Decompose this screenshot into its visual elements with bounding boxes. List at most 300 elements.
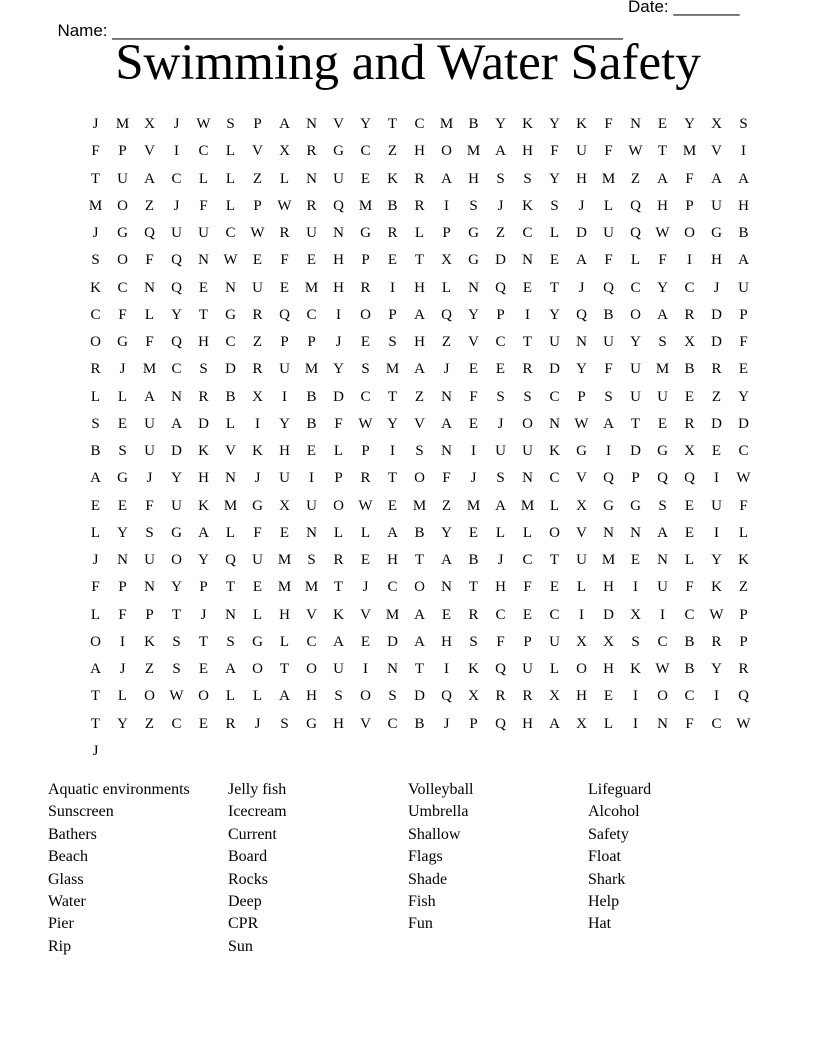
grid-letter[interactable]: J [173,116,180,133]
grid-letter[interactable]: Q [171,279,182,296]
grid-letter[interactable]: F [496,633,505,650]
grid-letter[interactable]: J [254,470,261,487]
grid-letter[interactable]: L [117,388,128,405]
grid-letter[interactable]: L [225,143,236,160]
grid-letter[interactable]: E [117,497,128,514]
grid-letter[interactable]: O [252,661,263,678]
grid-letter[interactable]: F [604,116,613,133]
grid-letter[interactable]: A [495,143,506,160]
grid-letter[interactable]: O [414,470,425,487]
grid-letter[interactable]: R [360,470,371,487]
grid-letter[interactable]: E [522,279,533,296]
grid-letter[interactable]: N [549,415,560,432]
grid-letter[interactable]: J [443,361,450,378]
grid-letter[interactable]: V [360,606,371,623]
grid-letter[interactable]: L [90,606,101,623]
grid-letter[interactable]: C [360,388,371,405]
grid-letter[interactable]: I [660,606,665,623]
grid-letter[interactable]: U [333,170,344,187]
grid-letter[interactable]: S [118,443,127,460]
grid-letter[interactable]: C [360,143,371,160]
grid-letter[interactable]: F [118,306,127,323]
grid-letter[interactable]: W [358,497,373,514]
grid-letter[interactable]: Q [333,197,344,214]
grid-letter[interactable]: J [578,279,585,296]
grid-letter[interactable]: R [522,688,533,705]
grid-letter[interactable]: C [495,606,506,623]
grid-letter[interactable]: A [333,633,344,650]
grid-letter[interactable]: G [225,306,236,323]
grid-letter[interactable]: U [738,279,749,296]
grid-letter[interactable]: C [711,715,722,732]
grid-letter[interactable]: E [495,361,506,378]
grid-letter[interactable]: H [576,688,587,705]
grid-letter[interactable]: G [657,443,668,460]
grid-letter[interactable]: J [497,552,504,569]
grid-letter[interactable]: K [252,443,263,460]
grid-letter[interactable]: E [252,252,263,269]
grid-letter[interactable]: P [442,225,451,242]
grid-letter[interactable]: V [360,715,371,732]
grid-letter[interactable]: W [358,415,373,432]
grid-letter[interactable]: O [117,252,128,269]
grid-letter[interactable]: X [630,606,641,623]
grid-letter[interactable]: W [736,470,751,487]
grid-letter[interactable]: L [252,688,263,705]
grid-letter[interactable]: A [414,361,425,378]
grid-letter[interactable]: I [282,388,287,405]
grid-letter[interactable]: G [360,225,371,242]
grid-letter[interactable]: C [738,443,749,460]
grid-letter[interactable]: F [685,579,694,596]
grid-letter[interactable]: Y [171,470,182,487]
grid-letter[interactable]: C [171,715,182,732]
grid-letter[interactable]: N [603,524,614,541]
grid-letter[interactable]: E [279,279,290,296]
grid-letter[interactable]: K [144,633,155,650]
grid-letter[interactable]: L [90,388,101,405]
grid-letter[interactable]: Y [711,661,722,678]
grid-letter[interactable]: T [279,661,290,678]
grid-letter[interactable]: M [385,606,400,623]
grid-letter[interactable]: W [628,143,643,160]
grid-letter[interactable]: S [550,197,559,214]
grid-letter[interactable]: N [144,279,155,296]
grid-letter[interactable]: P [307,334,316,351]
grid-letter[interactable]: R [468,606,479,623]
grid-letter[interactable]: V [333,116,344,133]
grid-letter[interactable]: O [360,688,371,705]
grid-letter[interactable]: C [225,225,236,242]
grid-letter[interactable]: U [171,497,182,514]
grid-letter[interactable]: S [388,688,397,705]
grid-letter[interactable]: X [144,116,155,133]
grid-letter[interactable]: C [522,552,533,569]
grid-letter[interactable]: S [523,170,532,187]
grid-letter[interactable]: X [279,497,290,514]
grid-letter[interactable]: E [630,552,641,569]
grid-letter[interactable]: V [306,606,317,623]
grid-letter[interactable]: U [306,225,317,242]
grid-letter[interactable]: G [252,633,263,650]
grid-letter[interactable]: K [90,279,101,296]
grid-letter[interactable]: S [145,524,154,541]
grid-letter[interactable]: T [171,606,182,623]
grid-letter[interactable]: K [549,443,560,460]
grid-letter[interactable]: P [145,606,154,623]
grid-letter[interactable]: D [711,415,722,432]
grid-letter[interactable]: Z [711,388,722,405]
grid-letter[interactable]: I [363,661,368,678]
grid-letter[interactable]: O [90,334,101,351]
grid-letter[interactable]: Z [252,334,263,351]
grid-letter[interactable]: C [387,579,398,596]
grid-letter[interactable]: B [684,361,695,378]
grid-letter[interactable]: E [468,361,479,378]
grid-letter[interactable]: L [144,306,155,323]
grid-letter[interactable]: J [470,470,477,487]
grid-letter[interactable]: P [253,197,262,214]
grid-letter[interactable]: D [387,633,398,650]
grid-letter[interactable]: H [414,279,425,296]
grid-letter[interactable]: Z [414,388,425,405]
grid-letter[interactable]: U [198,225,209,242]
grid-letter[interactable]: Z [441,334,452,351]
grid-letter[interactable]: T [198,306,209,323]
grid-letter[interactable]: K [198,443,209,460]
grid-letter[interactable]: N [387,661,398,678]
grid-letter[interactable]: N [171,388,182,405]
grid-letter[interactable]: X [279,143,290,160]
grid-letter[interactable]: T [549,552,560,569]
grid-letter[interactable]: H [603,661,614,678]
grid-letter[interactable]: I [444,661,449,678]
grid-letter[interactable]: H [414,334,425,351]
grid-letter[interactable]: R [711,361,722,378]
grid-letter[interactable]: N [225,606,236,623]
grid-letter[interactable]: T [657,143,668,160]
grid-letter[interactable]: A [90,470,101,487]
grid-letter[interactable]: A [738,252,749,269]
grid-letter[interactable]: R [684,415,695,432]
grid-letter[interactable]: S [388,334,397,351]
grid-letter[interactable]: H [738,197,749,214]
grid-letter[interactable]: S [91,415,100,432]
grid-letter[interactable]: T [630,415,641,432]
grid-letter[interactable]: J [254,715,261,732]
grid-letter[interactable]: C [225,334,236,351]
grid-letter[interactable]: S [226,116,235,133]
grid-letter[interactable]: E [279,524,290,541]
grid-letter[interactable]: J [578,197,585,214]
grid-letter[interactable]: O [522,415,533,432]
grid-letter[interactable]: R [495,688,506,705]
grid-letter[interactable]: J [119,661,126,678]
grid-letter[interactable]: D [171,443,182,460]
grid-letter[interactable]: C [387,715,398,732]
grid-letter[interactable]: Y [576,361,587,378]
grid-letter[interactable]: R [90,361,101,378]
grid-letter[interactable]: A [738,170,749,187]
grid-letter[interactable]: O [144,688,155,705]
grid-letter[interactable]: S [91,252,100,269]
grid-letter[interactable]: D [333,388,344,405]
grid-letter[interactable]: E [549,579,560,596]
grid-letter[interactable]: X [549,688,560,705]
grid-letter[interactable]: T [387,116,398,133]
grid-letter[interactable]: U [630,361,641,378]
grid-letter[interactable]: H [603,579,614,596]
grid-letter[interactable]: R [306,197,317,214]
grid-letter[interactable]: P [739,606,748,623]
grid-letter[interactable]: U [522,661,533,678]
grid-letter[interactable]: H [279,443,290,460]
grid-letter[interactable]: K [468,661,479,678]
grid-letter[interactable]: Z [495,225,506,242]
grid-letter[interactable]: U [333,661,344,678]
grid-letter[interactable]: V [711,143,722,160]
grid-letter[interactable]: M [223,497,238,514]
grid-letter[interactable]: Y [738,388,749,405]
grid-letter[interactable]: J [146,470,153,487]
grid-letter[interactable]: Z [441,497,452,514]
grid-letter[interactable]: G [117,225,128,242]
grid-letter[interactable]: Y [684,116,695,133]
grid-letter[interactable]: S [658,334,667,351]
grid-letter[interactable]: L [738,524,749,541]
grid-letter[interactable]: U [144,415,155,432]
grid-letter[interactable]: D [711,334,722,351]
grid-letter[interactable]: P [577,388,586,405]
grid-letter[interactable]: O [576,661,587,678]
grid-letter[interactable]: P [523,633,532,650]
grid-letter[interactable]: H [711,252,722,269]
grid-letter[interactable]: X [441,252,452,269]
grid-letter[interactable]: P [739,306,748,323]
grid-letter[interactable]: E [657,415,668,432]
grid-letter[interactable]: U [144,552,155,569]
grid-letter[interactable]: I [687,252,692,269]
grid-letter[interactable]: U [576,143,587,160]
grid-letter[interactable]: L [495,524,506,541]
grid-letter[interactable]: S [415,443,424,460]
grid-letter[interactable]: H [333,715,344,732]
grid-letter[interactable]: C [684,606,695,623]
grid-letter[interactable]: U [495,443,506,460]
grid-letter[interactable]: A [711,170,722,187]
grid-letter[interactable]: F [91,579,100,596]
grid-letter[interactable]: F [145,334,154,351]
grid-letter[interactable]: D [576,225,587,242]
grid-letter[interactable]: B [225,388,236,405]
grid-letter[interactable]: D [738,415,749,432]
grid-letter[interactable]: L [90,524,101,541]
grid-letter[interactable]: Q [495,279,506,296]
grid-letter[interactable]: Z [252,170,263,187]
grid-letter[interactable]: L [549,225,560,242]
grid-letter[interactable]: U [711,497,722,514]
grid-letter[interactable]: A [576,252,587,269]
grid-letter[interactable]: C [684,688,695,705]
grid-letter[interactable]: Z [630,170,641,187]
grid-letter[interactable]: D [603,606,614,623]
grid-letter[interactable]: R [711,633,722,650]
grid-letter[interactable]: H [495,579,506,596]
grid-letter[interactable]: B [306,388,317,405]
grid-letter[interactable]: E [468,415,479,432]
grid-letter[interactable]: Z [144,661,155,678]
grid-letter[interactable]: X [684,443,695,460]
grid-letter[interactable]: F [685,715,694,732]
grid-letter[interactable]: N [630,524,641,541]
grid-letter[interactable]: W [277,197,292,214]
grid-letter[interactable]: U [252,279,263,296]
grid-letter[interactable]: G [603,497,614,514]
grid-letter[interactable]: W [709,606,724,623]
grid-letter[interactable]: C [171,361,182,378]
grid-letter[interactable]: S [604,388,613,405]
grid-letter[interactable]: I [741,143,746,160]
grid-letter[interactable]: N [441,443,452,460]
grid-letter[interactable]: O [117,197,128,214]
grid-letter[interactable]: Q [603,279,614,296]
grid-letter[interactable]: M [601,552,616,569]
grid-letter[interactable]: F [550,143,559,160]
grid-letter[interactable]: I [714,524,719,541]
grid-letter[interactable]: Q [630,225,641,242]
grid-letter[interactable]: E [360,633,371,650]
grid-letter[interactable]: M [142,361,157,378]
grid-letter[interactable]: L [441,279,452,296]
grid-letter[interactable]: H [576,170,587,187]
grid-letter[interactable]: L [333,443,344,460]
grid-letter[interactable]: S [172,633,181,650]
grid-letter[interactable]: L [225,688,236,705]
grid-letter[interactable]: Y [117,524,128,541]
grid-letter[interactable]: M [466,497,481,514]
grid-letter[interactable]: M [115,116,130,133]
grid-letter[interactable]: E [387,252,398,269]
grid-letter[interactable]: E [198,661,209,678]
grid-letter[interactable]: N [657,552,668,569]
grid-letter[interactable]: Q [144,225,155,242]
grid-letter[interactable]: F [739,497,748,514]
grid-letter[interactable]: C [306,633,317,650]
grid-letter[interactable]: K [711,579,722,596]
grid-letter[interactable]: Q [657,470,668,487]
grid-letter[interactable]: C [495,334,506,351]
grid-letter[interactable]: W [223,252,238,269]
grid-letter[interactable]: A [279,116,290,133]
grid-letter[interactable]: E [117,415,128,432]
grid-letter[interactable]: B [468,552,479,569]
grid-letter[interactable]: N [657,715,668,732]
grid-letter[interactable]: H [387,552,398,569]
grid-letter[interactable]: A [441,170,452,187]
grid-letter[interactable]: B [603,306,614,323]
grid-letter[interactable]: M [682,143,697,160]
grid-letter[interactable]: O [549,524,560,541]
grid-letter[interactable]: M [304,279,319,296]
grid-letter[interactable]: Z [144,715,155,732]
grid-letter[interactable]: R [684,306,695,323]
grid-letter[interactable]: X [468,688,479,705]
grid-letter[interactable]: J [497,415,504,432]
grid-letter[interactable]: E [387,497,398,514]
grid-letter[interactable]: B [684,633,695,650]
grid-letter[interactable]: F [523,579,532,596]
grid-letter[interactable]: R [279,225,290,242]
grid-letter[interactable]: M [439,116,454,133]
grid-letter[interactable]: O [171,552,182,569]
grid-letter[interactable]: S [280,715,289,732]
grid-letter[interactable]: N [306,116,317,133]
grid-letter[interactable]: Y [279,415,290,432]
grid-letter[interactable]: L [225,524,236,541]
grid-letter[interactable]: F [604,143,613,160]
grid-letter[interactable]: R [414,197,425,214]
grid-letter[interactable]: T [198,633,209,650]
grid-letter[interactable]: C [630,279,641,296]
grid-letter[interactable]: T [414,552,425,569]
grid-letter[interactable]: S [199,361,208,378]
grid-letter[interactable]: E [306,252,317,269]
grid-letter[interactable]: B [468,116,479,133]
grid-letter[interactable]: A [441,415,452,432]
grid-letter[interactable]: A [549,715,560,732]
grid-letter[interactable]: H [198,470,209,487]
grid-letter[interactable]: N [630,116,641,133]
grid-letter[interactable]: T [387,388,398,405]
grid-letter[interactable]: B [306,415,317,432]
grid-letter[interactable]: U [603,225,614,242]
grid-letter[interactable]: E [549,252,560,269]
grid-letter[interactable]: P [469,715,478,732]
grid-letter[interactable]: L [279,170,290,187]
grid-letter[interactable]: I [579,606,584,623]
grid-letter[interactable]: Q [738,688,749,705]
grid-letter[interactable]: K [387,170,398,187]
grid-letter[interactable]: E [684,497,695,514]
grid-letter[interactable]: C [657,633,668,650]
grid-letter[interactable]: U [576,552,587,569]
grid-letter[interactable]: L [198,170,209,187]
grid-letter[interactable]: B [414,524,425,541]
grid-letter[interactable]: M [385,361,400,378]
grid-letter[interactable]: Q [603,470,614,487]
grid-letter[interactable]: T [414,661,425,678]
grid-letter[interactable]: R [333,552,344,569]
grid-letter[interactable]: C [522,225,533,242]
grid-letter[interactable]: K [522,197,533,214]
grid-letter[interactable]: C [117,279,128,296]
grid-letter[interactable]: C [549,470,560,487]
grid-letter[interactable]: G [468,225,479,242]
grid-letter[interactable]: B [414,715,425,732]
grid-letter[interactable]: P [631,470,640,487]
grid-letter[interactable]: A [657,306,668,323]
grid-letter[interactable]: R [414,170,425,187]
grid-letter[interactable]: J [92,225,99,242]
grid-letter[interactable]: M [358,197,373,214]
grid-letter[interactable]: C [414,116,425,133]
grid-letter[interactable]: Y [549,170,560,187]
grid-letter[interactable]: O [90,633,101,650]
grid-letter[interactable]: H [441,633,452,650]
grid-letter[interactable]: P [118,579,127,596]
grid-letter[interactable]: H [414,143,425,160]
grid-letter[interactable]: F [442,470,451,487]
